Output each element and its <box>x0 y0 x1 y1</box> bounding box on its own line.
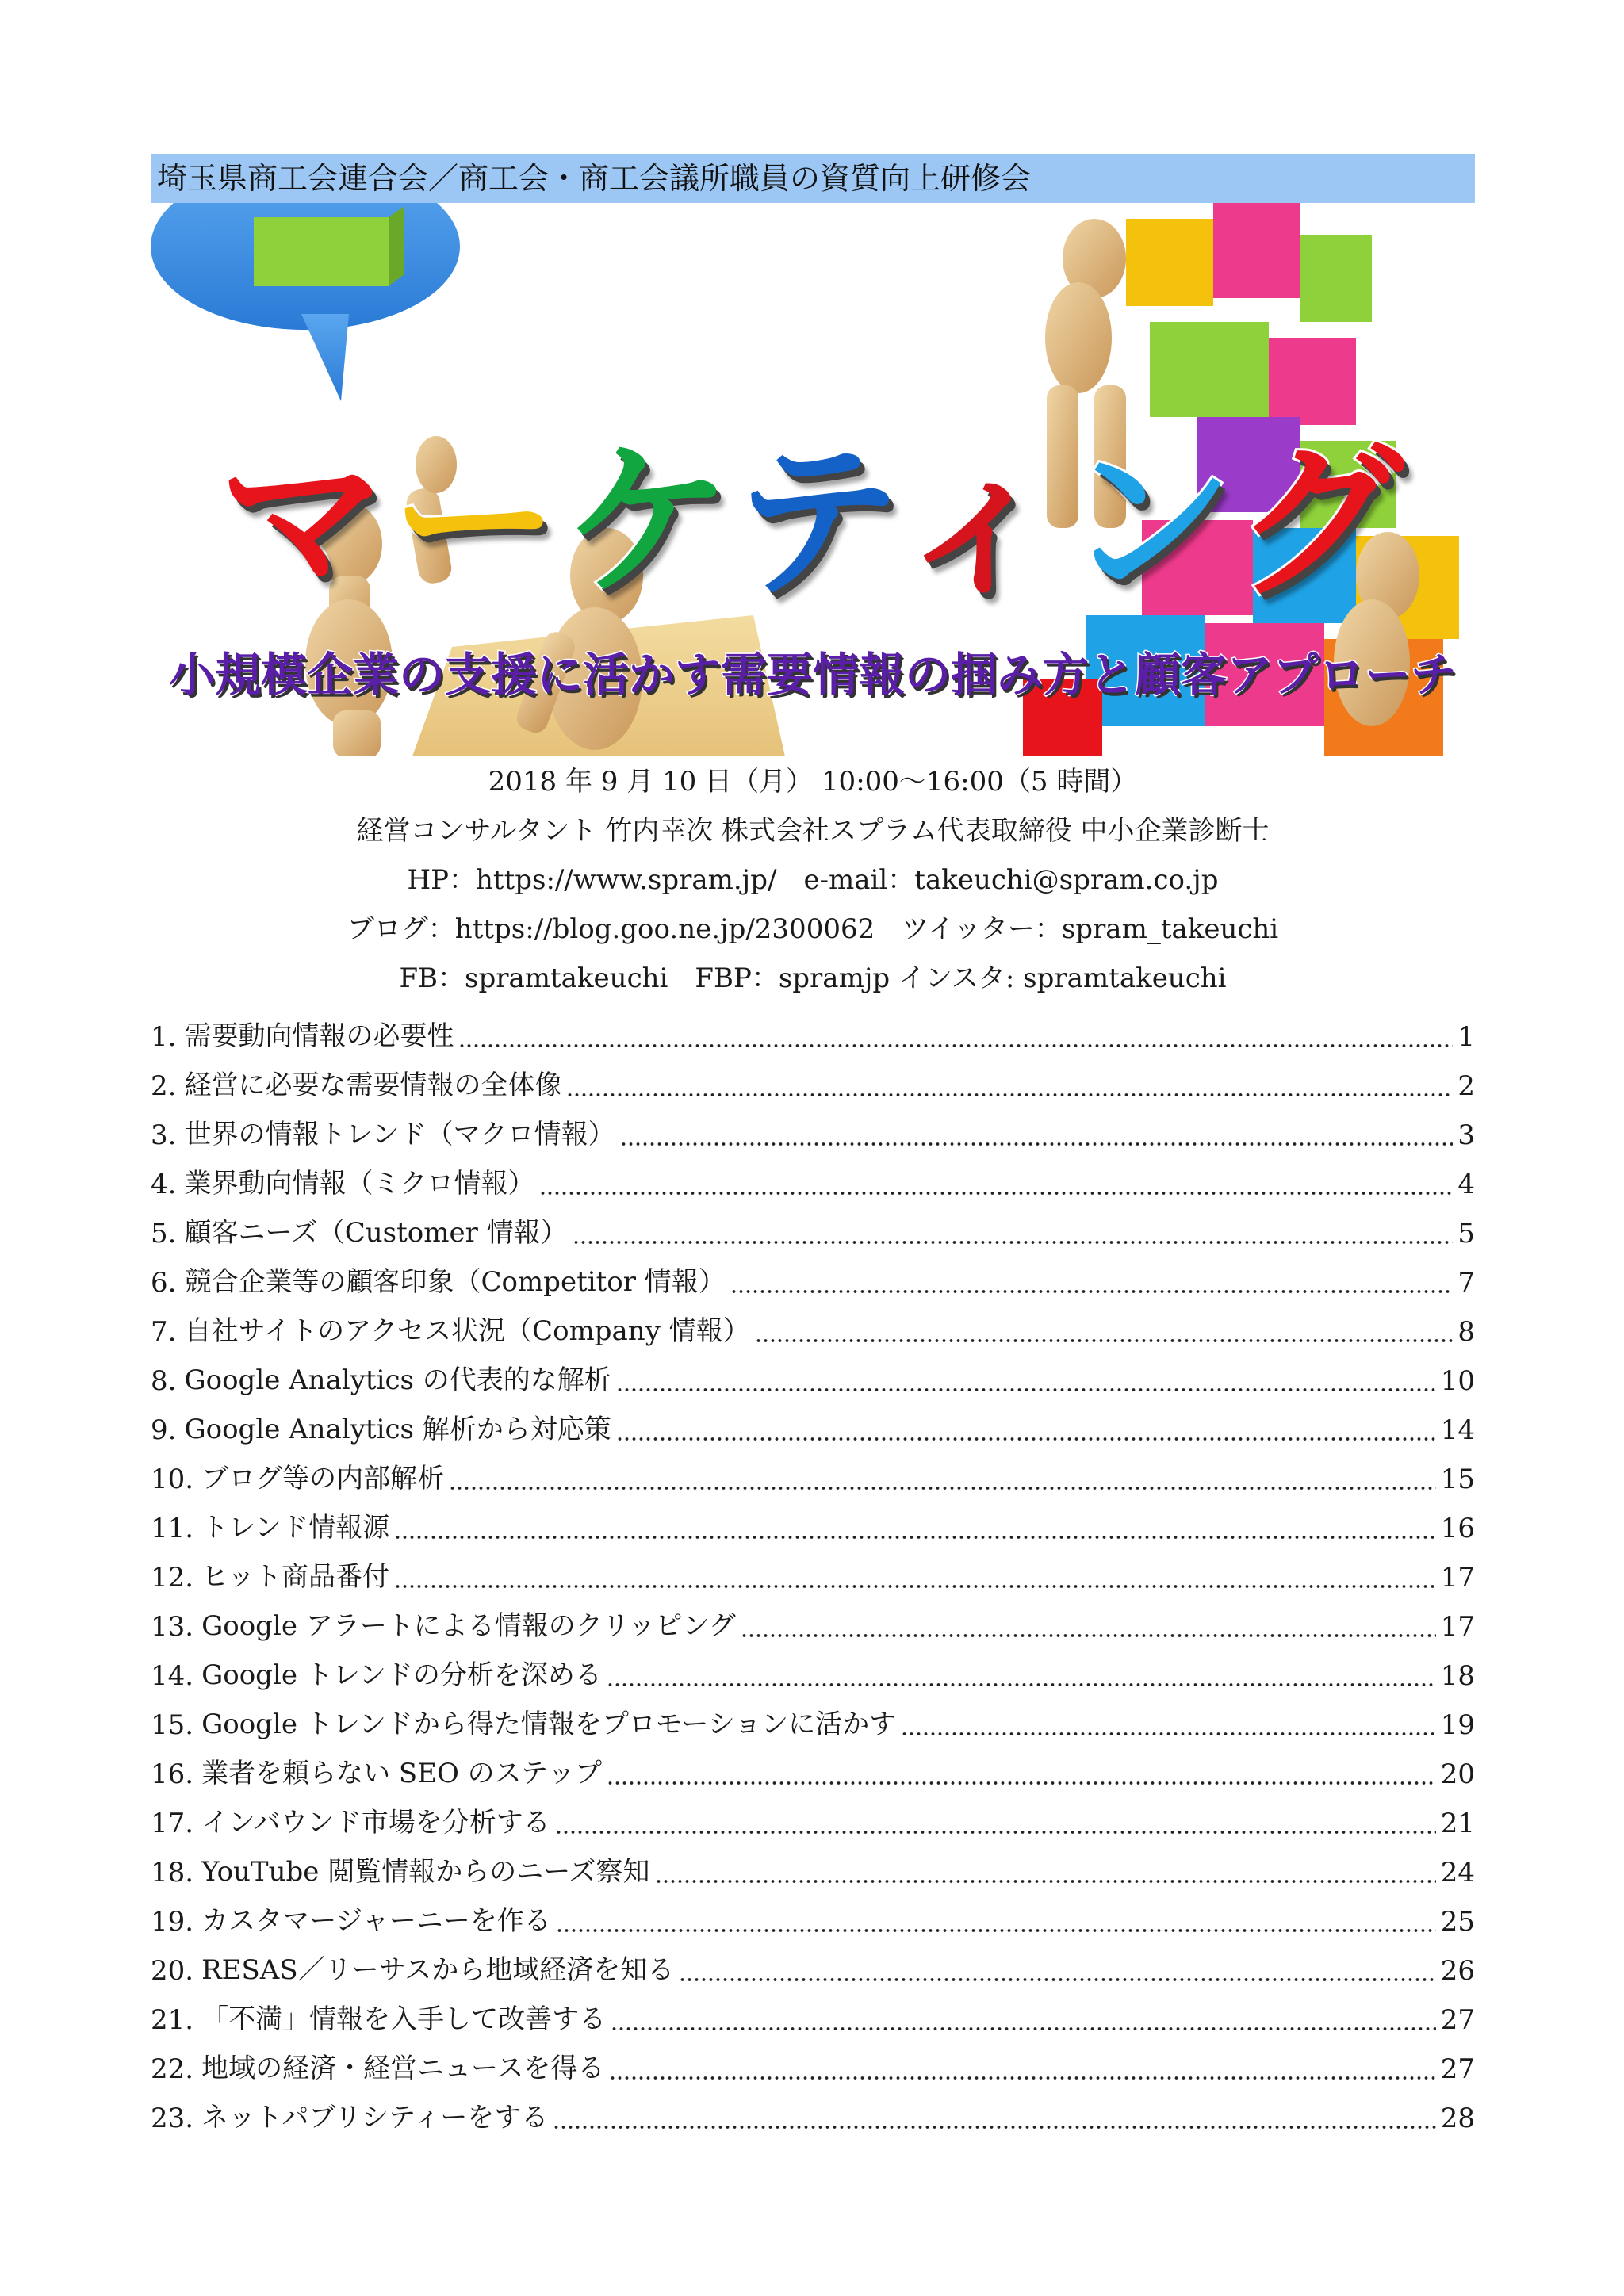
toc-entry <box>151 1594 1475 1643</box>
toc-number: 3. <box>151 1119 177 1151</box>
toc-entry <box>151 1790 1475 1839</box>
toc-entry <box>151 1004 1475 1053</box>
title-char: マ <box>217 424 391 620</box>
toc-number: 15. <box>151 1709 194 1741</box>
toc-entry <box>151 1987 1475 2036</box>
toc-number: 18. <box>151 1857 194 1888</box>
title-char: ケ <box>563 424 733 620</box>
toc-page-number: 27 <box>1440 2053 1475 2085</box>
toc-entry <box>151 2036 1475 2085</box>
presenter-line: 経営コンサルタント 竹内幸次 株式会社スプラム代表取締役 中小企業診断士 <box>356 815 1270 847</box>
toc-number: 23. <box>151 2103 194 2134</box>
toc-entry <box>151 1249 1475 1299</box>
toc-entry <box>151 1888 1475 1938</box>
toc-page-number: 7 <box>1457 1267 1475 1299</box>
toc-page-number: 28 <box>1440 2103 1475 2134</box>
toc-title: カスタマージャーニーを作る <box>201 1905 551 1937</box>
social-line: FB：spramtakeuchi FBP：spramjp インスタ: spramtakeuchi <box>399 962 1227 994</box>
toc-leader-dots <box>553 2103 1435 2130</box>
toc-number: 20. <box>151 1955 194 1987</box>
title-char: ィ <box>892 424 1066 620</box>
toc-leader-dots <box>394 1562 1436 1589</box>
toc-number: 11. <box>151 1513 194 1544</box>
toc-title: トレンド情報源 <box>201 1512 390 1544</box>
toc-leader-dots <box>556 1906 1436 1933</box>
toc-leader-dots <box>620 1119 1454 1146</box>
toc-page-number: 8 <box>1457 1316 1475 1348</box>
toc-page-number: 27 <box>1440 2004 1475 2036</box>
toc-number: 16. <box>151 1758 194 1790</box>
toc-number: 22. <box>151 2053 194 2085</box>
toc-title: YouTube 閲覧情報からのニーズ察知 <box>201 1856 650 1888</box>
toc-page-number: 15 <box>1440 1464 1475 1495</box>
main-title <box>151 387 1475 629</box>
toc-title: RESAS／リーサスから地域経済を知る <box>201 1954 675 1986</box>
toc-entry <box>151 1495 1475 1544</box>
toc-entry <box>151 1544 1475 1594</box>
toc-number: 14. <box>151 1660 194 1692</box>
toc-number: 19. <box>151 1906 194 1938</box>
toc-number: 10. <box>151 1464 194 1495</box>
toc-entry <box>151 1643 1475 1692</box>
toc-page-number: 10 <box>1440 1365 1475 1397</box>
toc-leader-dots <box>901 1709 1436 1736</box>
toc-leader-dots <box>616 1365 1436 1392</box>
toc-page-number: 4 <box>1457 1169 1475 1200</box>
toc-leader-dots <box>607 1660 1436 1687</box>
blog-line: ブログ：https://blog.goo.ne.jp/2300062 ツイッター：spram_takeuchi <box>347 913 1279 945</box>
toc-title: 競合企業等の顧客印象（Competitor 情報） <box>184 1266 726 1298</box>
toc-page-number: 21 <box>1440 1808 1475 1839</box>
toc-entry <box>151 1348 1475 1397</box>
toc-page-number: 1 <box>1457 1021 1475 1053</box>
toc-leader-dots <box>539 1169 1453 1196</box>
toc-entry <box>151 1741 1475 1790</box>
title-char: ン <box>1065 424 1235 620</box>
toc-title: Google アラートによる情報のクリッピング <box>201 1610 736 1642</box>
banner-image <box>151 203 1475 756</box>
toc-entry <box>151 1053 1475 1102</box>
toc-page-number: 18 <box>1440 1660 1475 1692</box>
toc-number: 17. <box>151 1808 194 1839</box>
toc-entry <box>151 2085 1475 2134</box>
toc-title: 経営に必要な需要情報の全体像 <box>184 1070 562 1101</box>
toc-leader-dots <box>679 1955 1435 1982</box>
toc-page-number: 20 <box>1440 1758 1475 1790</box>
toc-number: 6. <box>151 1267 177 1299</box>
toc-leader-dots <box>611 2004 1436 2031</box>
toc-number: 1. <box>151 1021 177 1053</box>
toc-leader-dots <box>616 1414 1436 1441</box>
toc-number: 9. <box>151 1414 177 1446</box>
toc-entry <box>151 1299 1475 1348</box>
title-char: テ <box>733 424 893 620</box>
toc-leader-dots <box>394 1513 1436 1540</box>
subtitle: 小規模企業の支援に活かす需要情報の掴み方と顧客アプローチ <box>168 648 1457 702</box>
speech-bubble-graphic <box>151 203 460 401</box>
toc-page-number: 16 <box>1440 1513 1475 1544</box>
toc-number: 21. <box>151 2004 194 2036</box>
toc-title: Google トレンドの分析を深める <box>201 1659 602 1691</box>
toc-title: ヒット商品番付 <box>201 1561 390 1593</box>
toc-leader-dots <box>555 1808 1436 1835</box>
toc-leader-dots <box>566 1070 1453 1097</box>
toc-title: ブログ等の内部解析 <box>201 1463 445 1494</box>
toc-number: 13. <box>151 1611 194 1643</box>
toc-title: 地域の経済・経営ニュースを得る <box>201 2053 605 2084</box>
toc-number: 7. <box>151 1316 177 1348</box>
toc-page-number: 2 <box>1457 1070 1475 1102</box>
toc-entry <box>151 1446 1475 1495</box>
toc-page-number: 24 <box>1440 1857 1475 1888</box>
toc-entry <box>151 1397 1475 1446</box>
toc-leader-dots <box>607 1758 1436 1785</box>
toc-title: 需要動向情報の必要性 <box>184 1020 454 1052</box>
toc-title: Google トレンドから得た情報をプロモーションに活かす <box>201 1709 897 1740</box>
toc-leader-dots <box>449 1464 1436 1490</box>
contact-line: HP：https://www.spram.jp/ e-mail：takeuchi@spram.co.jp <box>407 864 1219 896</box>
toc-title: 自社サイトのアクセス状況（Company 情報） <box>184 1315 750 1347</box>
toc-title: 業者を頼らない SEO のステップ <box>201 1758 602 1789</box>
toc-entry <box>151 1839 1475 1888</box>
toc-title: 顧客ニーズ（Customer 情報） <box>184 1217 568 1249</box>
toc-entry <box>151 1938 1475 1987</box>
toc-number: 4. <box>151 1169 177 1200</box>
toc-title: Google Analytics の代表的な解析 <box>184 1364 611 1396</box>
toc-page-number: 19 <box>1440 1709 1475 1741</box>
title-char: グ <box>1235 424 1408 620</box>
toc-leader-dots <box>741 1611 1436 1638</box>
toc-number: 8. <box>151 1365 177 1397</box>
table-of-contents <box>151 1004 1475 2134</box>
toc-page-number: 25 <box>1440 1906 1475 1938</box>
toc-title: インバウンド市場を分析する <box>201 1807 550 1839</box>
toc-leader-dots <box>609 2053 1435 2080</box>
toc-title: ネットパブリシティーをする <box>201 2102 549 2133</box>
toc-title: Google Analytics 解析から対応策 <box>184 1414 611 1445</box>
toc-leader-dots <box>755 1316 1454 1343</box>
toc-number: 2. <box>151 1070 177 1102</box>
toc-entry <box>151 1692 1475 1741</box>
toc-entry <box>151 1151 1475 1200</box>
toc-title: 「不満」情報を入手して改善する <box>201 2003 607 2035</box>
toc-page-number: 5 <box>1457 1218 1475 1249</box>
toc-entry <box>151 1102 1475 1151</box>
toc-entry <box>151 1200 1475 1249</box>
toc-leader-dots <box>730 1267 1454 1294</box>
toc-page-number: 3 <box>1457 1119 1475 1151</box>
toc-leader-dots <box>655 1857 1436 1884</box>
toc-page-number: 26 <box>1440 1955 1475 1987</box>
toc-title: 世界の情報トレンド（マクロ情報） <box>184 1119 615 1150</box>
organization-line: 埼玉県商工会連合会／商工会・商工会議所職員の資質向上研修会 <box>157 161 1032 196</box>
date-line: 2018 年 9 月 10 日（月） 10:00～16:00（5 時間） <box>488 766 1138 798</box>
toc-number: 12. <box>151 1562 194 1594</box>
title-char: ー <box>390 424 564 620</box>
toc-title: 業界動向情報（ミクロ情報） <box>184 1168 535 1200</box>
toc-page-number: 14 <box>1440 1414 1475 1446</box>
toc-leader-dots <box>573 1218 1454 1245</box>
header-bar <box>151 154 1475 203</box>
toc-number: 5. <box>151 1218 177 1249</box>
toc-page-number: 17 <box>1440 1562 1475 1594</box>
toc-leader-dots <box>458 1021 1453 1048</box>
toc-page-number: 17 <box>1440 1611 1475 1643</box>
